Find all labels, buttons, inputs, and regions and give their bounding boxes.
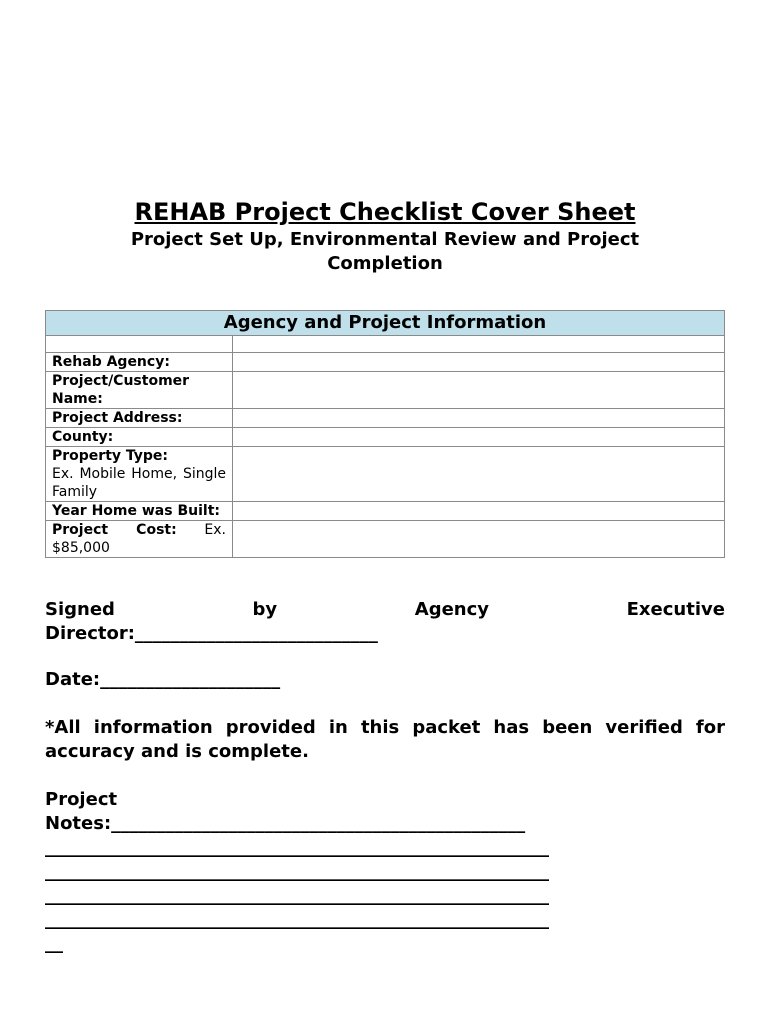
table-row [46, 447, 725, 502]
row-label-cell [46, 521, 233, 558]
verification-notice: *All information provided in this packet has been verified for accuracy and is complete. [45, 717, 725, 762]
notes-blank-line[interactable]: ________________________________________________________ [45, 861, 549, 882]
notes-blank-line[interactable]: ________________________________________________________ [45, 885, 549, 906]
table-row [46, 353, 725, 372]
row-label-cell [46, 428, 233, 447]
signature-line-1 [45, 598, 725, 622]
table-row [46, 372, 725, 409]
project-cost-hint: Ex. $85,000 [52, 522, 226, 556]
project-notes-label: Project [45, 789, 118, 810]
property-type-label: Property Type: [52, 448, 169, 464]
row-label-cell [46, 502, 233, 521]
table-spacer-cell [46, 336, 233, 353]
year-built-field[interactable] [233, 502, 725, 521]
table-spacer-row [46, 336, 725, 353]
signature-word: Signed [45, 599, 115, 620]
property-type-field[interactable] [233, 447, 725, 502]
project-cost-field[interactable] [233, 521, 725, 558]
county-label: County: [52, 429, 114, 445]
project-customer-name-label: Project/Customer Name: [52, 373, 190, 407]
table-row [46, 502, 725, 521]
year-built-label: Year Home was Built: [52, 503, 220, 519]
project-customer-name-field[interactable] [233, 372, 725, 409]
property-type-hint: Ex. Mobile Home, Single Family [52, 466, 226, 500]
notes-blank-line[interactable]: ________________________________________________________ [45, 837, 549, 858]
table-header: Agency and Project Information [46, 311, 725, 336]
agency-project-info-table [45, 310, 725, 558]
project-notes-block [45, 788, 725, 956]
director-signature-line[interactable]: Director:___________________________ [45, 623, 378, 644]
table-row [46, 409, 725, 428]
signature-word: Agency [414, 599, 490, 620]
table-row [46, 428, 725, 447]
table-row [46, 521, 725, 558]
row-label-cell [46, 447, 233, 502]
row-label-cell [46, 372, 233, 409]
signature-block [45, 598, 725, 646]
signature-word: Executive [626, 599, 725, 620]
document-subtitle: Project Set Up, Environmental Review and Project Completion [130, 229, 640, 274]
document-page [45, 196, 725, 956]
project-address-field[interactable] [233, 409, 725, 428]
row-label-cell [46, 353, 233, 372]
project-cost-label: Project Cost: [52, 522, 177, 538]
project-address-label: Project Address: [52, 410, 183, 426]
document-title: REHAB Project Checklist Cover Sheet [134, 198, 636, 226]
signature-word: by [252, 599, 278, 620]
table-spacer-cell [233, 336, 725, 353]
rehab-agency-label: Rehab Agency: [52, 354, 170, 370]
notes-blank-line[interactable]: ________________________________________________________ [45, 909, 549, 930]
notes-blank-line[interactable]: __ [45, 933, 63, 954]
row-label-cell [46, 409, 233, 428]
county-field[interactable] [233, 428, 725, 447]
project-notes-line[interactable]: Notes:______________________________________________ [45, 813, 526, 834]
date-line[interactable]: Date:____________________ [45, 669, 281, 690]
rehab-agency-field[interactable] [233, 353, 725, 372]
